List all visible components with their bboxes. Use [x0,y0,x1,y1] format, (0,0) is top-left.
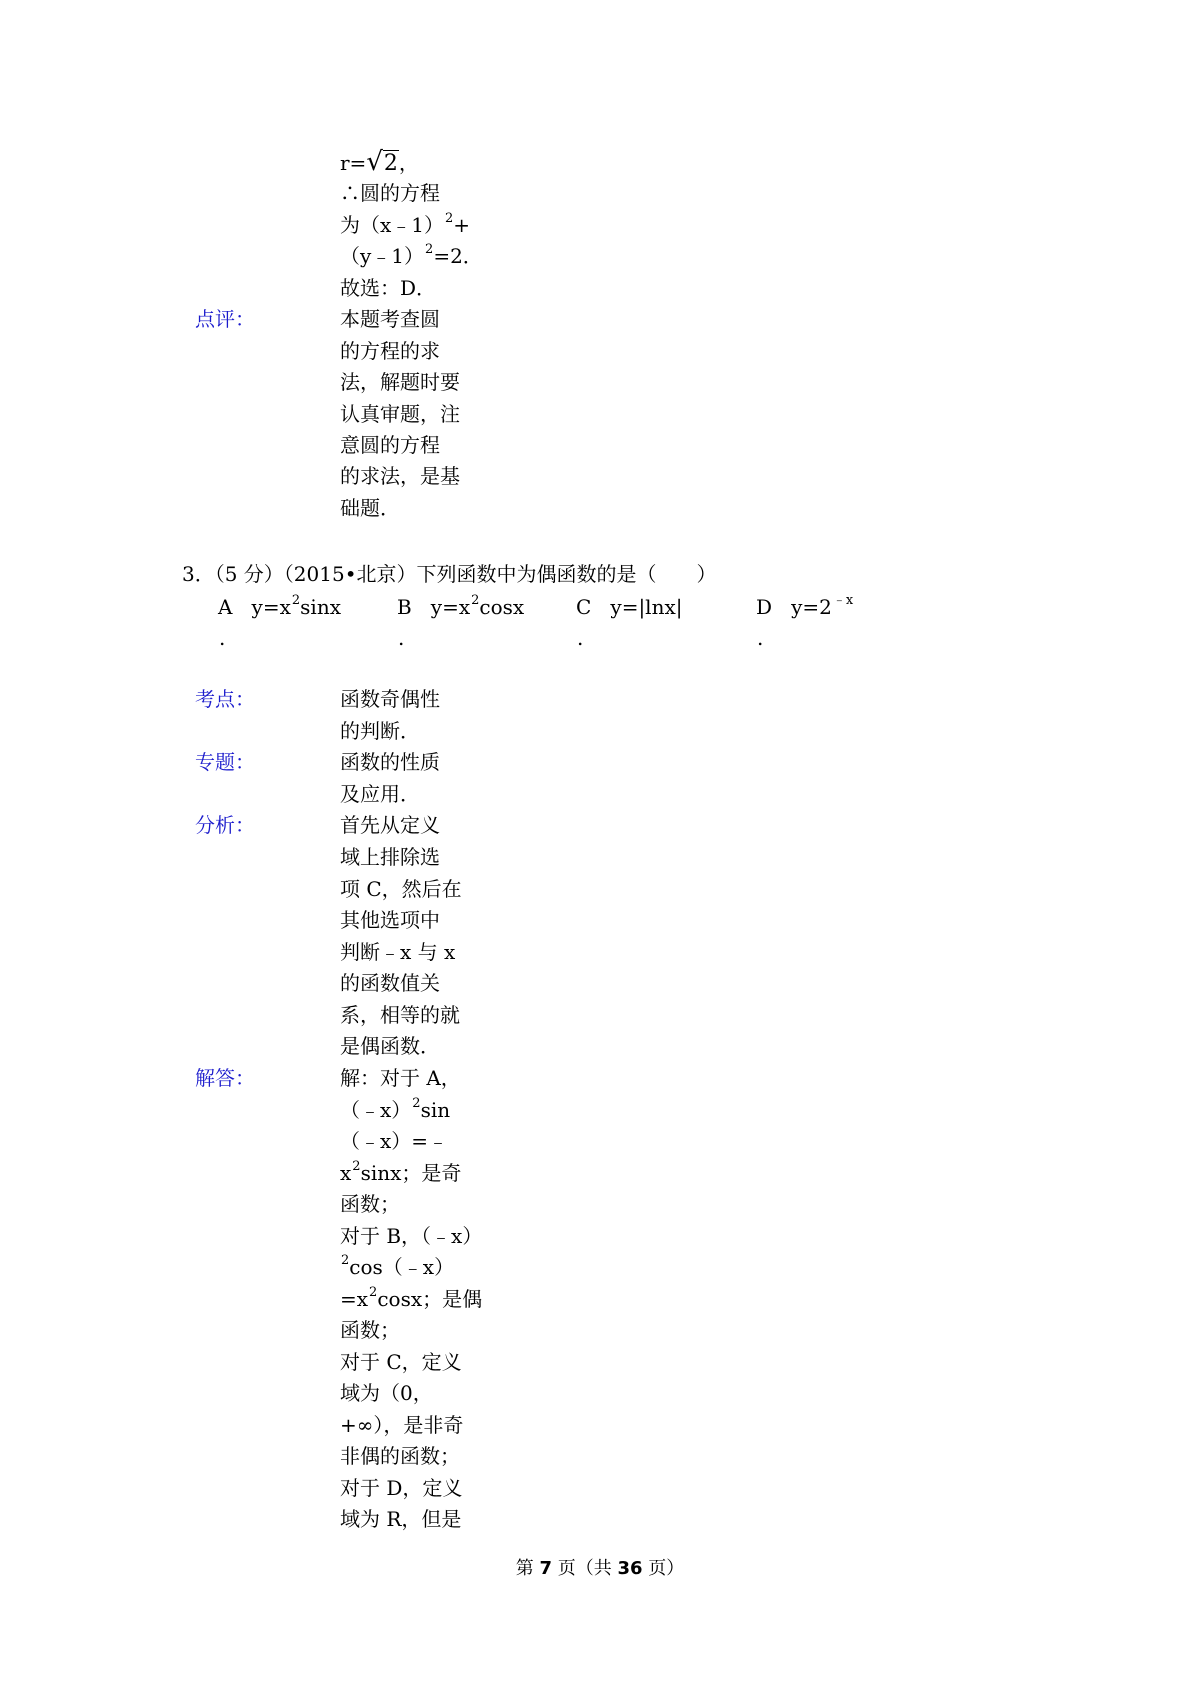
jieda-line: +∞），是非奇 [340,1413,464,1437]
fenxi-line: 域上排除选 [340,845,440,869]
solution-line: ∴圆的方程 [340,181,440,205]
fenxi-line: 系，相等的就 [340,1003,460,1027]
kaodian-line: 函数奇偶性 [340,687,440,711]
comment-line: 法，解题时要 [340,370,460,394]
zhuanti-line: 函数的性质 [340,750,440,774]
kaodian-line: 的判断． [340,719,420,743]
comment-line: 意圆的方程 [340,433,440,457]
jieda-line: 对于 B，（﹣x） [340,1224,483,1248]
page-total: 36 [617,1558,643,1579]
question-stem: 3．（5 分）（2015•北京）下列函数中为偶函数的是（ ） [182,562,717,586]
fenxi-line: 其他选项中 [340,908,440,932]
jieda-line: 对于 C，定义 [340,1350,462,1374]
zhuanti-line: 及应用． [340,782,420,806]
comment-line: 础题． [340,496,400,520]
option-b-dot: . [398,626,405,650]
jieda-line: 对于 D，定义 [340,1476,463,1500]
sqrt-symbol: √2 [366,147,398,177]
comment-line: 的方程的求 [340,339,440,363]
solution-line: 为（x﹣1）$^2$+ [340,211,471,237]
comment-line: 本题考查圆 [340,307,440,331]
option-c: C y=|lnx| [576,595,683,619]
jieda-line: （﹣x）=﹣ [340,1129,449,1153]
kaodian-label: 考点： [195,687,255,711]
comment-line: 的求法，是基 [340,464,460,488]
jieda-line: 函数； [340,1318,400,1342]
fenxi-line: 首先从定义 [340,813,440,837]
solution-line: r=√2， [340,147,419,177]
jieda-line: 解：对于 A， [340,1066,461,1090]
comment-line: 认真审题，注 [340,402,460,426]
solution-line: 故选：D． [340,276,437,300]
option-c-dot: . [577,626,584,650]
jieda-line: 域为（0， [340,1381,433,1405]
jieda-line: 域为 R，但是 [340,1507,462,1531]
jieda-line: $=x^2\cos x$；是偶 [340,1285,483,1311]
fenxi-label: 分析： [195,813,255,837]
fenxi-line: 的函数值关 [340,971,440,995]
jieda-line: （﹣x）$^2$sin [340,1096,451,1122]
jieda-line: 函数； [340,1192,400,1216]
option-a: A $y=x^2\sin x$ [218,593,341,619]
option-d: D $y=2^{﹣x}$ [756,593,854,619]
comment-label: 点评： [195,307,255,331]
fenxi-line: 项 C，然后在 [340,877,462,901]
option-b: B $y=x^2\cos x$ [397,593,525,619]
jieda-line: $x^2\sin x$；是奇 [340,1159,462,1185]
jieda-label: 解答： [195,1066,255,1090]
page-number: 7 [539,1558,552,1579]
zhuanti-label: 专题： [195,750,255,774]
page-footer: 第 7 页（共 36 页） [515,1558,685,1579]
solution-line: （y﹣1）$^2$=2． [340,242,483,268]
fenxi-line: 是偶函数． [340,1034,440,1058]
option-d-dot: . [757,626,764,650]
option-a-dot: . [219,626,226,650]
jieda-line: 非偶的函数； [340,1444,460,1468]
fenxi-line: 判断﹣x 与 x [340,940,456,964]
jieda-line: $^2$cos（﹣x） [341,1253,455,1279]
